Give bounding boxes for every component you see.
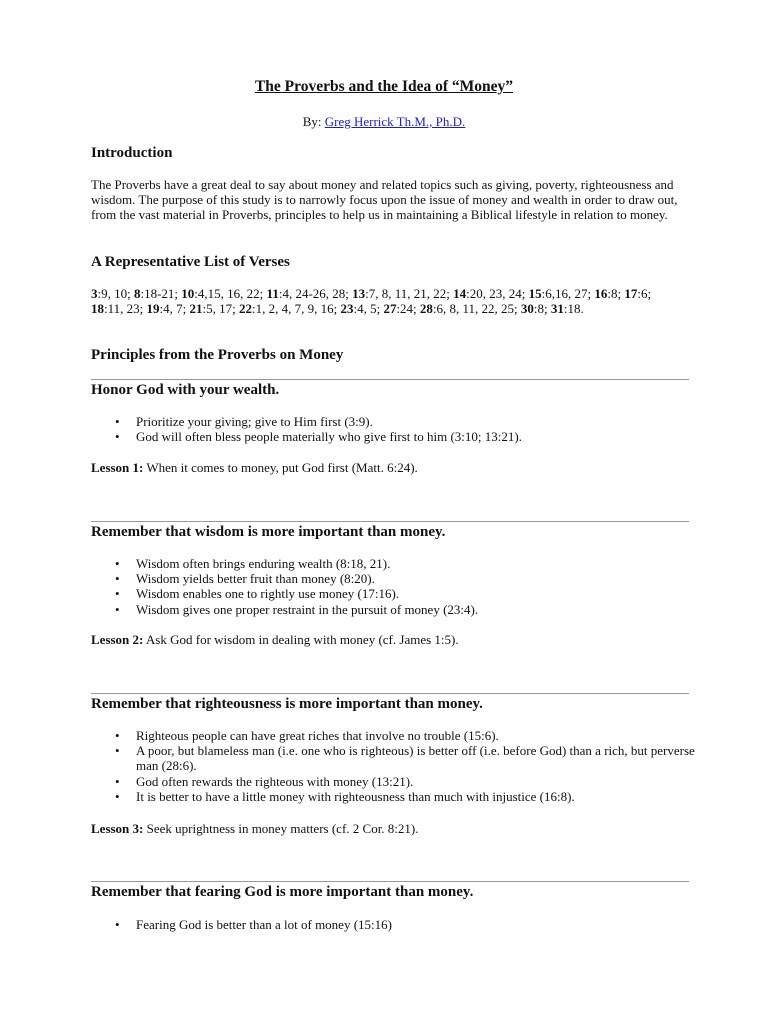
verse-chapter: 31 [550, 301, 564, 317]
list-item: • Wisdom yields better fruit than money (8:20). [115, 571, 695, 586]
list-item: • God will often bless people materially who give first to him (3:10; 13:21). [115, 429, 695, 444]
intro-paragraph: The Proverbs have a great deal to say about money and related topics such as giving, poverty, righteousness and wisdom. The purpose of this study is to narrowly focus upon the issue of money and wealth in order to draw out, from the vast material in Proverbs, principles to help us in maintaining a Biblical lifestyle in relation to money. [91, 177, 678, 223]
verse-chapter: 21 [189, 301, 203, 317]
verse-chapter: 3 [91, 286, 98, 301]
verse-numbers: :11, 23; [104, 301, 147, 317]
lesson-line [91, 460, 418, 476]
verse-chapter: 13 [352, 286, 366, 301]
document-title: The Proverbs and the Idea of “Money” [254, 78, 514, 95]
verse-numbers: :7, 8, 11, 21, 22; [365, 286, 454, 301]
section-heading: Remember that fearing God is more important than money. [91, 884, 474, 900]
list-item: • A poor, but blameless man (i.e. one who is righteous) is better off (i.e. before God) than a rich, but perverse man (28:6). [115, 743, 695, 773]
lesson-text: Ask God for wisdom in dealing with money (cf. James 1:5). [145, 632, 459, 647]
bullet-list [115, 414, 695, 444]
bullet-list [115, 917, 695, 932]
lesson-label: Lesson 1: [91, 460, 144, 475]
lesson-line [91, 821, 419, 837]
section-heading: Honor God with your wealth. [91, 382, 280, 398]
verse-numbers: :20, 23, 24; [466, 286, 529, 301]
verse-chapter: 11 [266, 286, 279, 301]
verse-chapter: 19 [146, 301, 160, 317]
verse-chapter: 16 [594, 286, 608, 301]
section-heading: Remember that wisdom is more important than money. [91, 524, 446, 540]
list-item: • Fearing God is better than a lot of money (15:16) [115, 917, 695, 932]
verse-chapter: 14 [453, 286, 467, 301]
verse-numbers: :9, 10; [97, 286, 134, 301]
verse-chapter: 15 [528, 286, 542, 301]
list-item: • Wisdom enables one to rightly use money (17:16). [115, 586, 695, 601]
verse-chapter: 18 [91, 301, 104, 317]
verse-chapter: 28 [419, 301, 433, 317]
verse-chapter: 10 [181, 286, 195, 301]
verse-numbers: :6, 8, 11, 22, 25; [432, 301, 521, 317]
section-divider [91, 521, 689, 522]
verse-numbers: :6,16, 27; [541, 286, 595, 301]
verse-numbers: :1, 2, 4, 7, 9, 16; [251, 301, 341, 317]
lesson-text: When it comes to money, put God first (Matt. 6:24). [146, 460, 418, 475]
byline-prefix: By: [302, 114, 322, 129]
section-divider [91, 693, 689, 694]
verse-chapter: 8 [133, 286, 141, 301]
verse-numbers: :18. [563, 301, 584, 317]
verse-numbers: :5, 17; [202, 301, 239, 317]
list-item: • It is better to have a little money with righteousness than much with injustice (16:8). [115, 789, 695, 804]
verse-numbers: :6; [637, 286, 652, 301]
verse-numbers: :4, 5; [353, 301, 384, 317]
verses-heading: A Representative List of Verses [91, 254, 290, 270]
verse-chapter: 30 [520, 301, 534, 317]
verse-chapter: 22 [238, 301, 252, 317]
principles-heading: Principles from the Proverbs on Money [91, 347, 344, 363]
verse-numbers: :24; [396, 301, 420, 317]
verses-list [91, 286, 681, 316]
verse-numbers: :8; [607, 286, 625, 301]
list-item: • Righteous people can have great riches that involve no trouble (15:6). [115, 728, 695, 743]
verse-chapter: 23 [340, 301, 354, 317]
lesson-label: Lesson 2: [91, 632, 144, 647]
list-item: • Prioritize your giving; give to Him first (3:9). [115, 414, 695, 429]
verse-numbers: :8; [533, 301, 551, 317]
list-item: • Wisdom often brings enduring wealth (8:18, 21). [115, 556, 695, 571]
section-heading: Remember that righteousness is more important than money. [91, 696, 483, 712]
verse-numbers: :18-21; [140, 286, 182, 301]
verse-chapter: 17 [624, 286, 638, 301]
intro-heading: Introduction [91, 145, 173, 161]
lesson-line [91, 632, 459, 648]
list-item: • Wisdom gives one proper restraint in the pursuit of money (23:4). [115, 602, 695, 617]
verse-chapter: 27 [383, 301, 397, 317]
bullet-list [115, 556, 695, 617]
section-divider [91, 881, 689, 882]
verse-numbers: :4,15, 16, 22; [194, 286, 267, 301]
byline [0, 114, 768, 130]
verse-numbers: :4, 24-26, 28; [278, 286, 353, 301]
bullet-list [115, 728, 695, 804]
lesson-text: Seek uprightness in money matters (cf. 2 Cor. 8:21). [146, 821, 419, 836]
list-item: • God often rewards the righteous with money (13:21). [115, 774, 695, 789]
author-link[interactable]: Greg Herrick Th.M., Ph.D. [324, 114, 466, 129]
verse-numbers: :4, 7; [159, 301, 190, 317]
section-divider [91, 379, 689, 380]
lesson-label: Lesson 3: [91, 821, 144, 836]
